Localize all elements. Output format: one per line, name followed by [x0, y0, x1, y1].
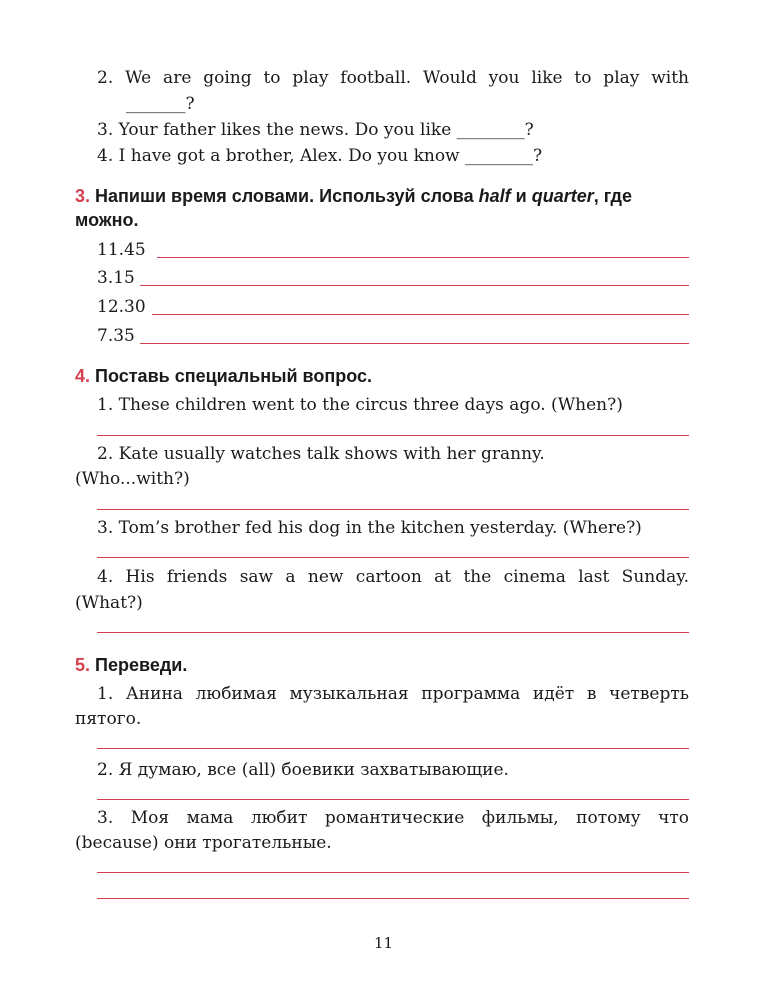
ex4-q1: 1. These children went to the circus three days ago. (When?): [97, 395, 623, 415]
ex3-time-1: 11.45: [97, 240, 146, 260]
ex2-item2-line2: _______?: [126, 94, 195, 114]
ex3-time-4: 7.35: [97, 326, 135, 346]
ex4-instr-text: Поставь специальный вопрос.: [95, 366, 373, 386]
ex3-word-half: half: [478, 186, 511, 206]
ex3-instruction-line1: [75, 186, 632, 207]
ex4-q2-line2: (Who...with?): [75, 469, 190, 489]
ex2-item3: 3. Your father likes the news. Do you like ________?: [97, 120, 534, 140]
ex4-number: 4.: [75, 366, 91, 386]
ex4-answer-line-1: [97, 435, 689, 436]
ex5-instr-text: Переведи.: [95, 655, 188, 675]
ex3-time-3: 12.30: [97, 297, 146, 317]
ex4-answer-line-4: [97, 632, 689, 633]
ex5-s1-line1: 1. Анина любимая музыкальная программа идёт в четверть: [97, 684, 689, 704]
ex3-answer-line-4: [140, 343, 689, 344]
ex5-instruction: [75, 655, 187, 676]
ex5-answer-line-4: [97, 898, 689, 899]
ex4-q4-line2: (What?): [75, 593, 143, 613]
ex5-s2: 2. Я думаю, все (all) боевики захватывающие.: [97, 760, 509, 780]
ex4-answer-line-2: [97, 509, 689, 510]
ex3-time-2: 3.15: [97, 268, 135, 288]
ex2-item4: 4. I have got a brother, Alex. Do you know ________?: [97, 146, 543, 166]
ex2-item2-line1: 2. We are going to play football. Would you like to play with: [97, 68, 689, 88]
ex4-instruction: [75, 366, 372, 387]
ex3-word-quarter: quarter: [531, 186, 594, 206]
ex3-and-word: и: [510, 186, 532, 206]
ex3-answer-line-2: [140, 285, 689, 286]
ex5-answer-line-1: [97, 748, 689, 749]
ex3-instr-part1: Напиши время словами. Используй слова: [95, 186, 479, 206]
page-number: 11: [374, 934, 394, 952]
ex3-number: 3.: [75, 186, 91, 206]
ex3-instr-part2: , где: [593, 186, 632, 206]
ex5-answer-line-3: [97, 872, 689, 873]
ex5-answer-line-2: [97, 799, 689, 800]
ex5-s3-line2: (because) они трогательные.: [75, 833, 332, 853]
ex4-q3: 3. Tom’s brother fed his dog in the kitchen yesterday. (Where?): [97, 518, 642, 538]
ex4-answer-line-3: [97, 557, 689, 558]
ex5-s3-line1: 3. Моя мама любит романтические фильмы, потому что: [97, 808, 689, 828]
ex5-number: 5.: [75, 655, 91, 675]
ex4-q4-line1: 4. His friends saw a new cartoon at the cinema last Sunday.: [97, 567, 689, 587]
ex4-q2-line1: 2. Kate usually watches talk shows with her granny.: [97, 444, 545, 464]
ex3-answer-line-1: [157, 257, 689, 258]
ex5-s1-line2: пятого.: [75, 709, 142, 729]
ex3-instruction-line2: можно.: [75, 210, 139, 230]
ex3-answer-line-3: [152, 314, 689, 315]
